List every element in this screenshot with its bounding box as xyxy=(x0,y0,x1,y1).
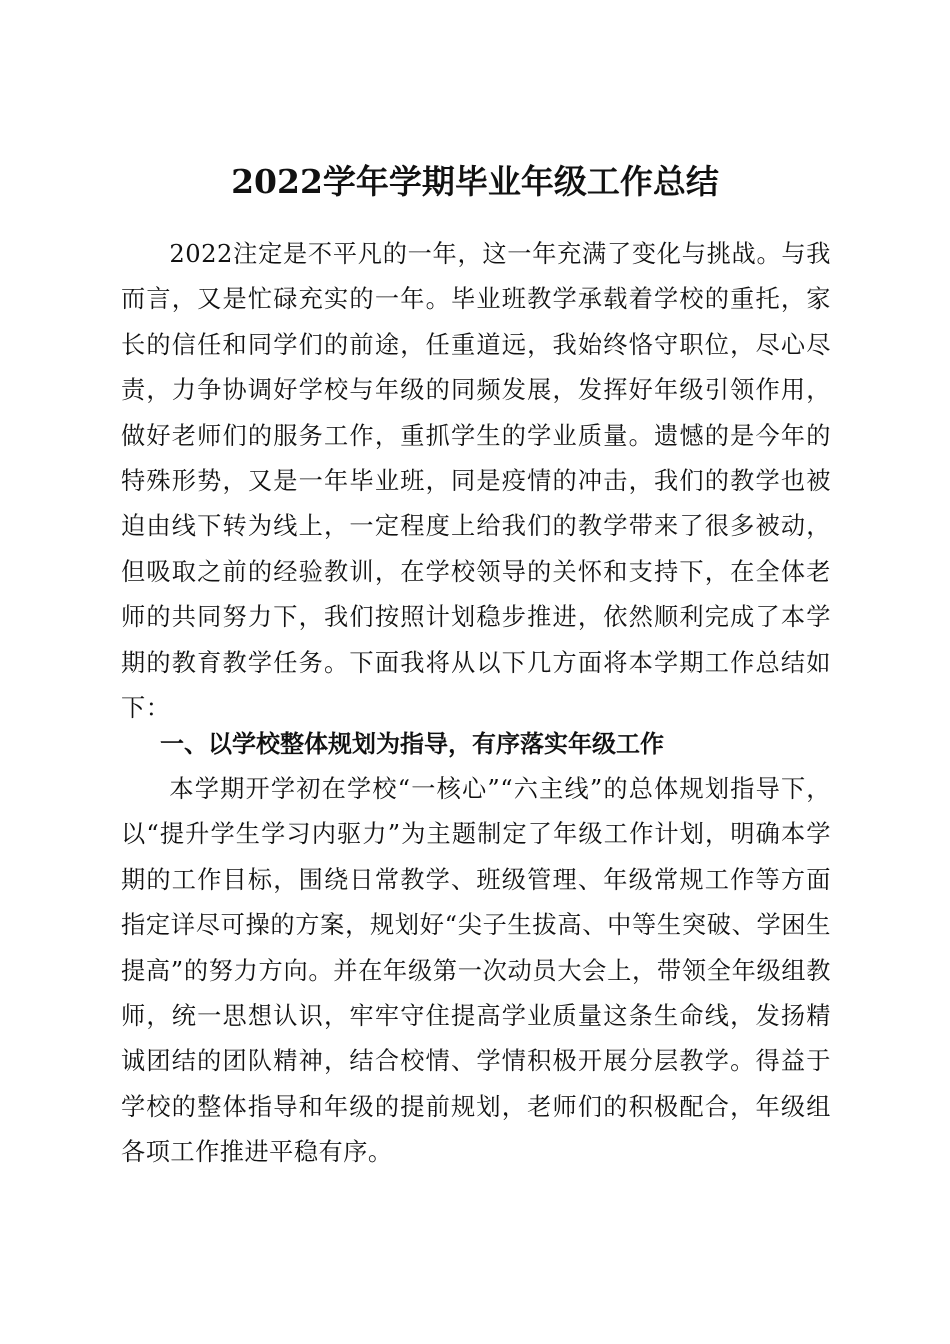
section-paragraph: 本学期开学初在学校“一核心”“六主线”的总体规划指导下，以“提升学生学习内驱力”为主题制定了年级工作计划，明确本学期的工作目标，围绕日常教学、班级管理、年级常规工作等方面指定详尽可操的方案，规划好“尖子生拔高、中等生突破、学困生提高”的努力方向。并在年级第一次动员大会上，带领全年级组教师，统一思想认识，牢牢守住提高学业质量这条生命线，发扬精诚团结的团队精神，结合校情、学情积极开展分层教学。得益于学校的整体指导和年级的提前规划，老师们的积极配合，年级组各项工作推进平稳有序。 xyxy=(121,775,831,1167)
intro-paragraph: 2022注定是不平凡的一年，这一年充满了变化与挑战。与我而言，又是忙碌充实的一年。毕业班教学承载着学校的重托，家长的信任和同学们的前途，任重道远，我始终恪守职位，尽心尽责，力争协调好学校与年级的同频发展，发挥好年级引领作用，做好老师们的服务工作，重抓学生的学业质量。遗憾的是今年的特殊形势，又是一年毕业班，同是疫情的冲击，我们的教学也被迫由线下转为线上，一定程度上给我们的教学带来了很多被动，但吸取之前的经验教训，在学校领导的关怀和支持下，在全体老师的共同努力下，我们按照计划稳步推进，依然顺利完成了本学期的教育教学任务。下面我将从以下几方面将本学期工作总结如下： xyxy=(121,240,831,723)
document-title: 2022学年学期毕业年级工作总结 xyxy=(231,162,719,202)
section-heading: 一、以学校整体规划为指导，有序落实年级工作 xyxy=(160,730,664,758)
